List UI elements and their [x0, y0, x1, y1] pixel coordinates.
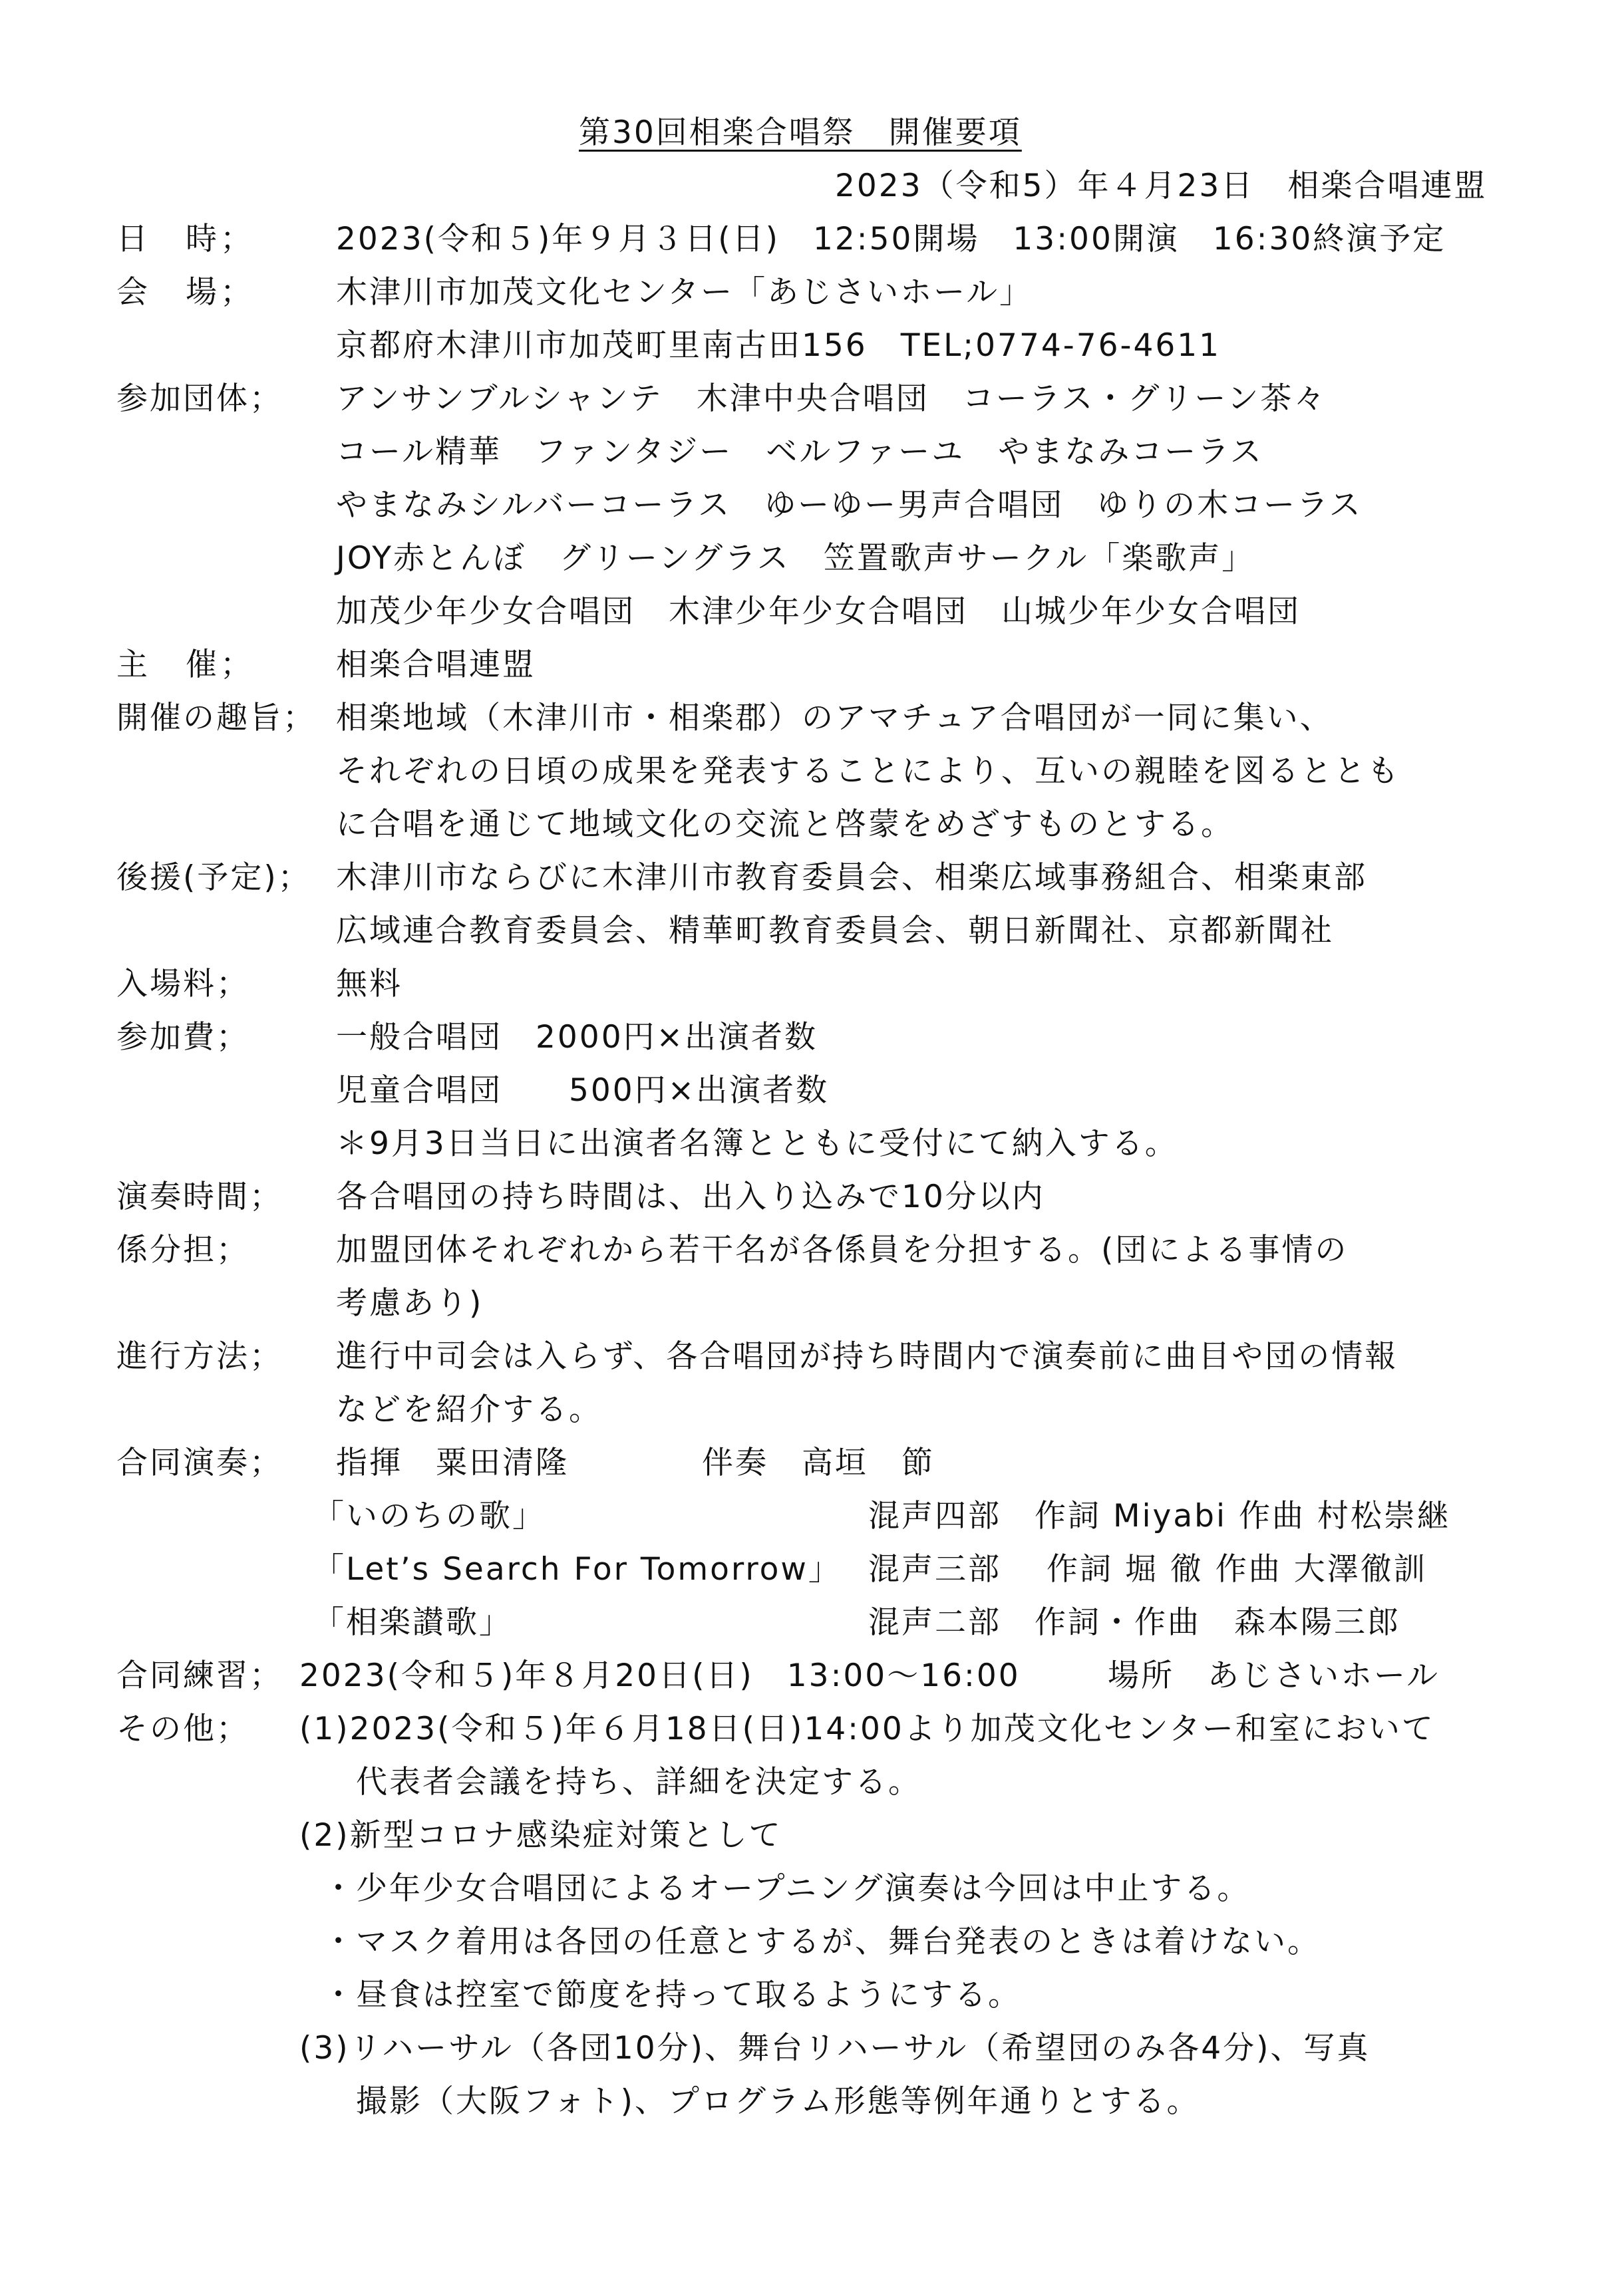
song-info: 混声三部 作詞 堀 徹 作曲 大澤徹訓: [868, 1551, 1427, 1588]
other-label: その他；: [116, 1711, 249, 1747]
participants-line: コール精華 ファンタジー ベルファーユ やまなみコーラス: [336, 434, 1263, 470]
staff-line: 加盟団体それぞれから若干名が各係員を分担する。(団による事情の: [336, 1232, 1349, 1268]
other-item: (1)2023(令和５)年６月18日(日)14:00より加茂文化センター和室において: [299, 1711, 1435, 1747]
other-bullet: ・マスク着用は各団の任意とするが、舞台発表のときは着けない。: [323, 1924, 1321, 1960]
venue-address: 京都府木津川市加茂町里南古田156 TEL;0774-76-4611: [336, 327, 1221, 364]
participants-line: アンサンブルシャンテ 木津中央合唱団 コーラス・グリーン茶々: [336, 380, 1327, 417]
song-title: 「相楽讃歌」: [313, 1604, 512, 1641]
datetime-label: 日 時；: [116, 221, 255, 257]
purpose-line: 相楽地域（木津川市・相楽郡）のアマチュア合唱団が一同に集い、: [336, 700, 1333, 736]
joint-conductor: 指揮 粟田清隆: [336, 1445, 569, 1481]
venue-label: 会 場；: [116, 274, 255, 311]
support-label: 後援(予定)；: [116, 859, 311, 896]
fee-label: 参加費；: [116, 1019, 249, 1056]
other-item: 代表者会議を持ち、詳細を決定する。: [356, 1764, 921, 1800]
datetime-value: 2023(令和５)年９月３日(日) 12:50開場 13:00開演 16:30終演予定: [336, 221, 1446, 257]
song-info: 混声四部 作詞 Miyabi 作曲 村松崇継: [868, 1498, 1450, 1534]
purpose-line: それぞれの日頃の成果を発表することにより、互いの親睦を図るととも: [336, 753, 1400, 789]
perf-time-value: 各合唱団の持ち時間は、出入り込みで10分以内: [336, 1179, 1045, 1215]
purpose-line: に合唱を通じて地域文化の交流と啓蒙をめざすものとする。: [336, 806, 1234, 843]
staff-line: 考慮あり): [336, 1285, 484, 1322]
joint-label: 合同演奏；: [116, 1445, 283, 1481]
song-title: 「いのちの歌」: [313, 1498, 546, 1534]
admission-value: 無料: [336, 966, 403, 1002]
rehearsal-place: 場所 あじさいホール: [1108, 1657, 1440, 1694]
participants-line: JOY赤とんぼ グリーングラス 笠置歌声サークル「楽歌声」: [336, 540, 1255, 577]
other-item: 撮影（大阪フォト)、プログラム形態等例年通りとする。: [356, 2083, 1200, 2120]
other-item: (3)リハーサル（各団10分)、舞台リハーサル（希望団のみ各4分)、写真: [299, 2030, 1371, 2067]
progress-label: 進行方法；: [116, 1338, 283, 1375]
progress-line: などを紹介する。: [336, 1391, 602, 1428]
perf-time-label: 演奏時間；: [116, 1179, 283, 1215]
purpose-label: 開催の趣旨；: [116, 700, 316, 736]
other-item: (2)新型コロナ感染症対策として: [299, 1817, 782, 1854]
other-bullet: ・少年少女合唱団によるオープニング演奏は今回は中止する。: [323, 1870, 1251, 1907]
participants-line: やまなみシルバーコーラス ゆーゆー男声合唱団 ゆりの木コーラス: [336, 487, 1363, 523]
staff-label: 係分担；: [116, 1232, 249, 1268]
support-line: 木津川市ならびに木津川市教育委員会、相楽広域事務組合、相楽東部: [336, 859, 1367, 896]
support-line: 広域連合教育委員会、精華町教育委員会、朝日新聞社、京都新聞社: [336, 913, 1334, 949]
document-title: 第30回相楽合唱祭 開催要項: [579, 114, 1022, 151]
song-info: 混声二部 作詞・作曲 森本陽三郎: [868, 1604, 1400, 1641]
admission-label: 入場料；: [116, 966, 249, 1002]
rehearsal-label: 合同練習；: [116, 1657, 283, 1694]
participants-line: 加茂少年少女合唱団 木津少年少女合唱団 山城少年少女合唱団: [336, 593, 1301, 630]
venue-name: 木津川市加茂文化センター「あじさいホール」: [336, 274, 1033, 311]
participants-label: 参加団体；: [116, 380, 283, 417]
other-bullet: ・昼食は控室で節度を持って取るようにする。: [323, 1977, 1021, 2013]
fee-line: 一般合唱団 2000円×出演者数: [336, 1019, 818, 1056]
organizer-label: 主 催；: [116, 646, 255, 683]
issue-dateline: 2023（令和5）年４月23日 相楽合唱連盟: [835, 168, 1488, 204]
rehearsal-value: 2023(令和５)年８月20日(日) 13:00～16:00: [299, 1657, 1021, 1694]
organizer-value: 相楽合唱連盟: [336, 646, 536, 683]
joint-accompanist: 伴奏 高垣 節: [702, 1445, 935, 1481]
fee-line: 児童合唱団 500円×出演者数: [336, 1072, 830, 1109]
song-title: 「Let’s Search For Tomorrow」: [313, 1551, 842, 1588]
progress-line: 進行中司会は入らず、各合唱団が持ち時間内で演奏前に曲目や団の情報: [336, 1338, 1398, 1375]
fee-note: ＊9月3日当日に出演者名簿とともに受付にて納入する。: [336, 1125, 1178, 1162]
